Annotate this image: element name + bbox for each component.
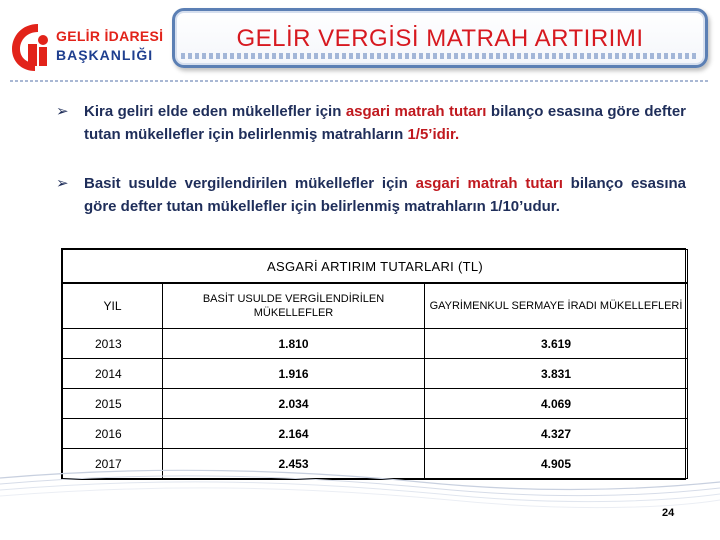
bullet-simple-method (56, 172, 686, 218)
bullet-rent-income (56, 100, 686, 146)
bullet-highlight: asgari matrah tutarı (345, 103, 487, 120)
value-cell: 4.905 (425, 449, 688, 479)
table-caption: ASGARİ ARTIRIM TUTARLARI (TL) (63, 250, 688, 284)
logo-text-line2: BAŞKANLIĞI (56, 47, 154, 63)
bullet-text-part: Basit usulde vergilendirilen mükellefler için (84, 175, 416, 192)
year-cell: 2013 (63, 329, 163, 359)
value-cell: 2.453 (163, 449, 425, 479)
year-cell: 2016 (63, 419, 163, 449)
column-header-simple-method: BASİT USULDE VERGİLENDİRİLEN MÜKELLEFLER (163, 283, 425, 329)
value-cell: 2.034 (163, 389, 425, 419)
arrow-bullet-icon: ➢ (56, 103, 69, 120)
page-number: 24 (662, 507, 675, 519)
year-cell: 2014 (63, 359, 163, 389)
table-row (63, 359, 688, 389)
bullet-highlight: asgari matrah tutarı (415, 175, 563, 192)
column-header-year: YIL (63, 283, 163, 329)
bullet-highlight: 1/5’idir. (407, 126, 460, 143)
gib-logo-icon (8, 20, 54, 75)
bottom-wave-decoration (0, 460, 720, 540)
value-cell: 1.810 (163, 329, 425, 359)
value-cell: 4.327 (425, 419, 688, 449)
column-header-real-estate: GAYRİMENKUL SERMAYE İRADI MÜKELLEFLERİ (425, 283, 688, 329)
value-cell: 3.619 (425, 329, 688, 359)
bullet-text-part: bilanço esasına göre defter tutan mükellefler için belirlenmiş matrahların (84, 103, 686, 143)
bullet-text (56, 100, 686, 146)
page-title: GELİR VERGİSİ MATRAH ARTIRIMI (236, 25, 644, 52)
arrow-bullet-icon: ➢ (56, 175, 69, 192)
table-row (63, 329, 688, 359)
value-cell: 4.069 (425, 389, 688, 419)
bullet-text-part: Kira geliri elde eden mükellefler için (84, 103, 346, 120)
value-cell: 2.164 (163, 419, 425, 449)
amounts-table (61, 248, 686, 480)
table-row (63, 419, 688, 449)
bullet-text (56, 172, 686, 218)
table-row (63, 389, 688, 419)
header-divider (10, 80, 710, 82)
logo-text-line1: GELİR İDARESİ (56, 28, 164, 44)
year-cell: 2015 (63, 389, 163, 419)
year-cell: 2017 (63, 449, 163, 479)
title-banner (172, 8, 708, 68)
bullet-text-part: bilanço esasına göre defter tutan mükellefler için belirlenmiş matrahların 1/10’udur. (84, 175, 686, 215)
value-cell: 1.916 (163, 359, 425, 389)
title-decoration (181, 53, 699, 59)
value-cell: 3.831 (425, 359, 688, 389)
gib-logo (8, 20, 168, 75)
